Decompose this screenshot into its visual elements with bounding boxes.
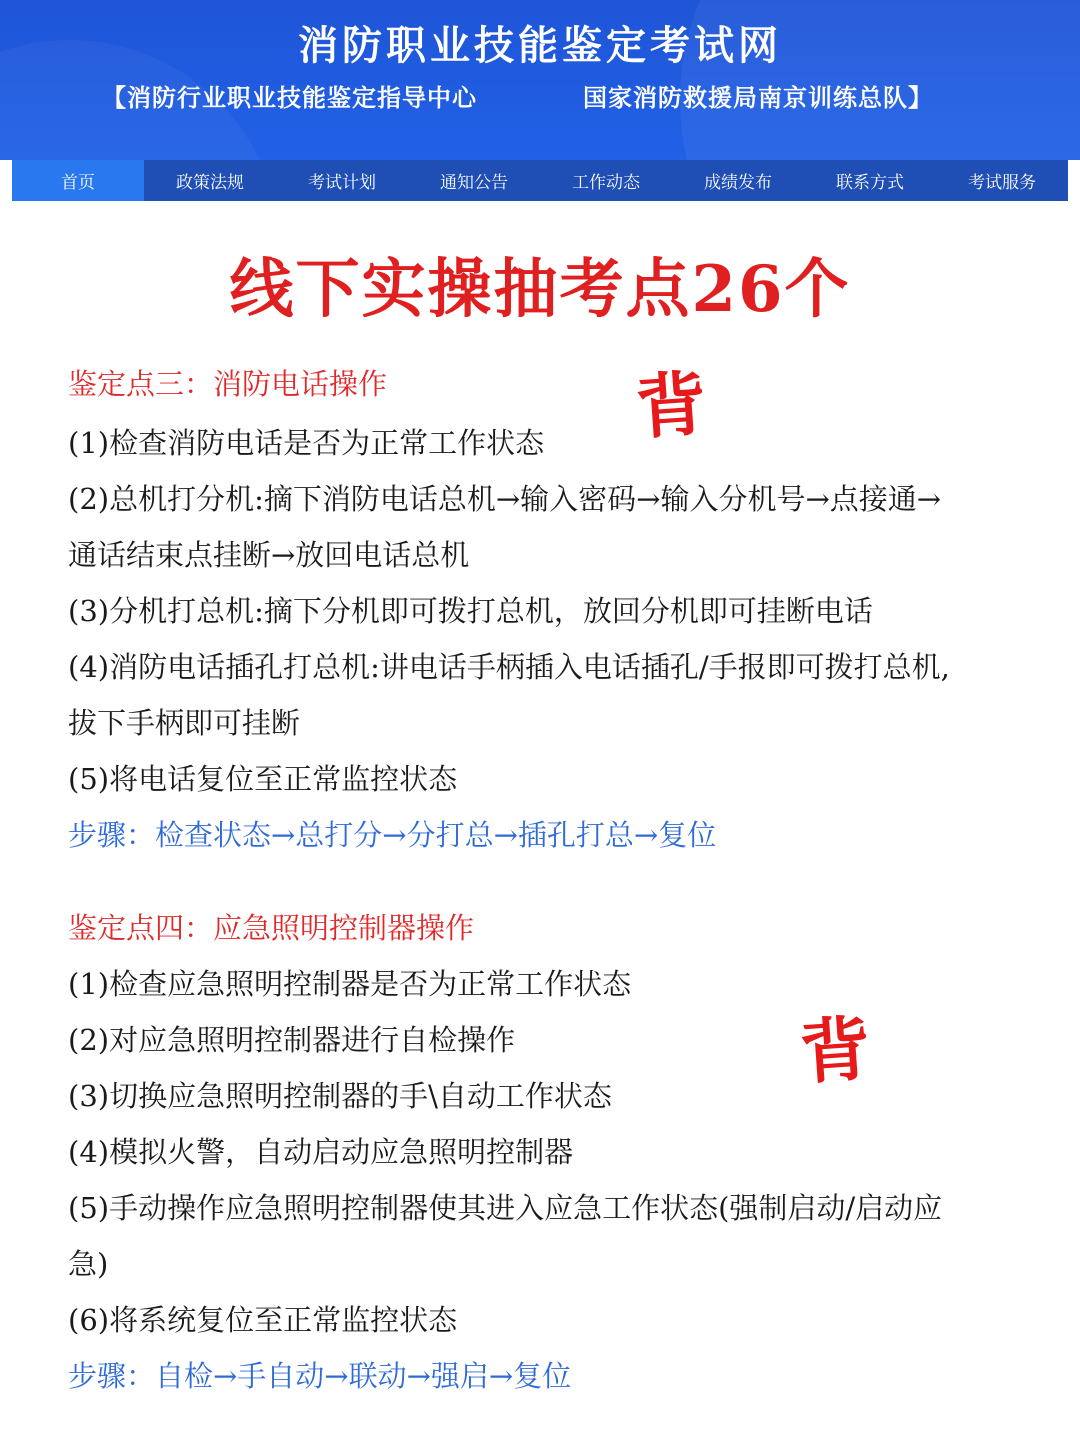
page-title: 线下实操抽考点26个 (229, 252, 851, 327)
section4-steps: 步骤：自检→手自动→联动→强启→复位 (68, 1359, 572, 1393)
nav-item-news[interactable]: 工作动态 (572, 173, 640, 193)
section4-heading: 鉴定点四：应急照明控制器操作 (68, 911, 475, 945)
nav-item-results[interactable]: 成绩发布 (704, 173, 772, 193)
section3-line-1: (1)检查消防电话是否为正常工作状态 (68, 426, 545, 460)
section4-line-2: (2)对应急照明控制器进行自检操作 (68, 1023, 516, 1057)
section4-line-3: (3)切换应急照明控制器的手\自动工作状态 (68, 1079, 612, 1113)
header-subtitle-right: 国家消防救援局南京训练总队】 (583, 84, 933, 112)
section3-line-2: (2)总机打分机:摘下消防电话总机→输入密码→输入分机号→点接通→ (68, 482, 942, 516)
header-subtitle-left: 【消防行业职业技能鉴定指导中心 (102, 84, 477, 112)
section3-heading: 鉴定点三：消防电话操作 (68, 367, 388, 401)
section3-line-6: 拔下手柄即可挂断 (68, 706, 301, 740)
section4-line-4: (4)模拟火警，自动启动应急照明控制器 (68, 1135, 574, 1169)
section3-line-7: (5)将电话复位至正常监控状态 (68, 762, 458, 796)
nav-bar (12, 160, 1068, 201)
section4-handwritten-note: 背 (797, 1007, 874, 1095)
section3-line-5: (4)消防电话插孔打总机:讲电话手柄插入电话插孔/手报即可拨打总机, (68, 650, 950, 684)
nav-item-contact[interactable]: 联系方式 (836, 173, 904, 193)
nav-item-policy[interactable]: 政策法规 (176, 173, 244, 193)
nav-item-home[interactable]: 首页 (12, 160, 144, 201)
nav-item-exam-plan[interactable]: 考试计划 (308, 173, 376, 193)
section3-line-3: 通话结束点挂断→放回电话总机 (68, 538, 470, 572)
section3-handwritten-note: 背 (633, 362, 710, 450)
section3-steps: 步骤：检查状态→总打分→分打总→插孔打总→复位 (68, 818, 717, 852)
nav-item-notices[interactable]: 通知公告 (440, 173, 508, 193)
section4-line-5: (5)手动操作应急照明控制器使其进入应急工作状态(强制启动/启动应 (68, 1191, 943, 1225)
site-header (0, 0, 1080, 160)
section4-line-6: 急) (68, 1247, 109, 1281)
section4-line-7: (6)将系统复位至正常监控状态 (68, 1303, 458, 1337)
site-title: 消防职业技能鉴定考试网 (298, 23, 782, 69)
section4-line-1: (1)检查应急照明控制器是否为正常工作状态 (68, 967, 632, 1001)
nav-item-exam-service[interactable]: 考试服务 (968, 173, 1036, 193)
section3-line-4: (3)分机打总机:摘下分机即可拨打总机，放回分机即可挂断电话 (68, 594, 873, 628)
